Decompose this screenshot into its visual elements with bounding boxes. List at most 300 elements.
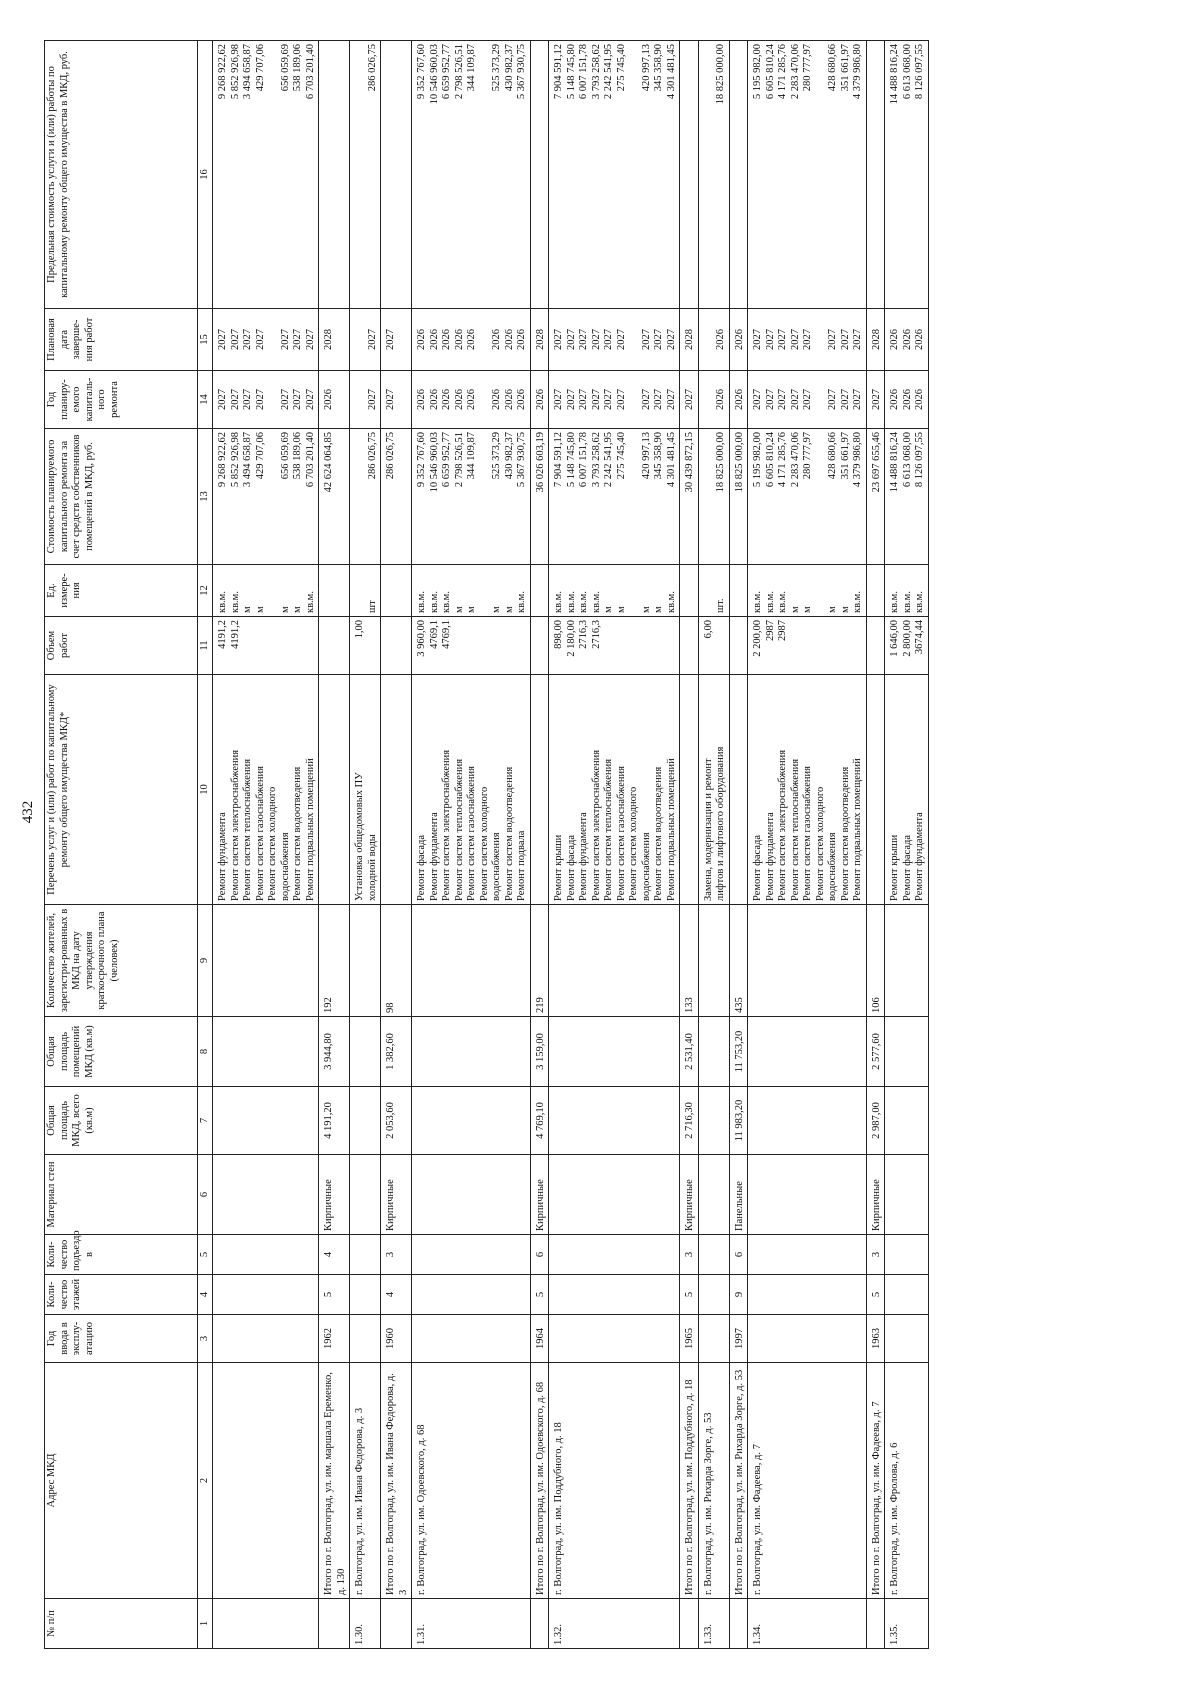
table-row <box>549 41 680 1649</box>
completion-date: 2027 <box>217 329 228 350</box>
column-header-1: № п/п <box>45 1599 198 1649</box>
completion-date: 2028 <box>323 329 334 350</box>
year-built: 1965 <box>684 1328 695 1349</box>
year-built: 1964 <box>534 1328 546 1349</box>
work-unit <box>323 568 336 613</box>
completion-date-cell <box>213 309 319 371</box>
repair-year-cell <box>748 371 867 429</box>
cost-limit: 428 680,66 <box>827 44 838 92</box>
work-item-line: Ремонт фундамента <box>764 812 776 901</box>
work-volume-cell <box>549 617 680 675</box>
work-item-line: Ремонт фасада <box>752 834 763 901</box>
address: г. Волгоград, ул. им. Ивана Федорова, д. 3 <box>354 1407 365 1595</box>
work-volume: 2 800,00 <box>901 620 913 657</box>
wall-material-cell <box>412 1155 531 1235</box>
total-area-cell <box>698 1087 729 1155</box>
work-volume-cell <box>213 617 319 675</box>
work-unit-cell <box>698 565 729 617</box>
work-unit <box>871 568 884 613</box>
cost-limit: 275 745,40 <box>615 44 627 92</box>
row-number-cell <box>866 1599 885 1649</box>
total-area-cell <box>530 1087 549 1155</box>
year-built-cell <box>698 1315 729 1363</box>
year-built: 1997 <box>733 1328 745 1349</box>
repair-year: 2027 <box>217 389 228 410</box>
wall-material: Кирпичные <box>534 1179 546 1231</box>
wall-material-cell <box>729 1155 748 1235</box>
completion-date: 2027 <box>665 329 677 350</box>
year-built: 1960 <box>385 1328 396 1349</box>
work-item-line <box>535 678 548 901</box>
work-item-line: Ремонт систем теплоснабжения <box>789 758 801 901</box>
address-cell <box>680 1363 699 1599</box>
work-item-line: Ремонт фундамента <box>217 812 228 901</box>
premises-area-cell <box>412 1017 531 1087</box>
work-unit: м <box>615 606 627 613</box>
premises-area: 3 159,00 <box>534 1033 546 1070</box>
work-volume-spacer <box>367 620 380 671</box>
work-volume <box>734 620 747 671</box>
work-volume <box>653 620 666 671</box>
column-number-13: 13 <box>198 429 213 565</box>
table-body <box>213 41 929 1649</box>
work-volume-cell <box>885 617 929 675</box>
planned-cost: 30 439 872,15 <box>684 432 695 493</box>
planned-cost-cell <box>866 429 885 565</box>
cost-limit: 286 026,75 <box>366 44 378 92</box>
completion-date: 2026 <box>466 329 477 350</box>
column-number-11: 11 <box>198 617 213 675</box>
total-area: 4 769,10 <box>534 1102 546 1139</box>
column-number-14: 14 <box>198 371 213 429</box>
planned-cost: 4 171 285,76 <box>777 432 788 488</box>
work-unit: кв.м. <box>516 591 527 613</box>
column-number-15: 15 <box>198 309 213 371</box>
planned-cost: 6 659 952,77 <box>441 432 452 488</box>
column-number-9: 9 <box>198 905 213 1017</box>
planned-cost-cell <box>549 429 680 565</box>
address: г. Волгоград, ул. им. Поддубного, д. 18 <box>553 1422 564 1595</box>
address-cell <box>350 1363 381 1599</box>
year-built: 1962 <box>323 1328 334 1349</box>
work-volume: 4191,2 <box>229 620 241 649</box>
completion-date-cell <box>866 309 885 371</box>
repair-year: 2026 <box>516 389 527 410</box>
table-row <box>748 41 867 1649</box>
completion-date: 2027 <box>590 329 602 350</box>
work-volume: 1,00 <box>354 620 365 639</box>
planned-cost: 351 661,97 <box>839 432 851 480</box>
work-volume: 6,00 <box>702 620 714 639</box>
completion-date: 2028 <box>534 329 546 350</box>
work-volume: 2 200,00 <box>752 620 763 657</box>
column-number-8: 8 <box>198 1017 213 1087</box>
work-item-line: Ремонт фундамента <box>578 812 589 901</box>
premises-area-cell <box>350 1017 381 1087</box>
work-unit: м <box>491 606 502 613</box>
row-number-cell <box>381 1599 412 1649</box>
cost-limit <box>323 44 336 305</box>
total-area-cell <box>748 1087 867 1155</box>
repair-year: 2027 <box>578 389 589 410</box>
repair-year: 2026 <box>441 389 452 410</box>
work-volume: 2987 <box>764 620 776 641</box>
work-unit: кв.м. <box>665 591 677 613</box>
work-volume <box>267 620 280 671</box>
address-cell <box>381 1363 412 1599</box>
floors: 4 <box>385 1291 396 1298</box>
planned-cost: 430 982,37 <box>503 432 515 480</box>
premises-area-cell <box>319 1017 350 1087</box>
work-unit-cell <box>381 565 412 617</box>
page-number: 432 <box>20 800 36 824</box>
work-item-line: Ремонт фундамента <box>428 812 440 901</box>
row-number: 1.34. <box>752 1624 763 1645</box>
wall-material-cell <box>381 1155 412 1235</box>
completion-date-spacer <box>354 312 367 367</box>
total-area-cell <box>213 1087 319 1155</box>
work-volume <box>840 620 853 671</box>
column-header-7: Общая площадь МКД, всего (кв.м) <box>45 1087 198 1155</box>
repair-year: 2027 <box>653 389 664 410</box>
row-number-cell <box>729 1599 748 1649</box>
planned-cost: 4 379 986,80 <box>852 432 863 488</box>
address: Итого по г. Волгоград, ул. им. маршала Еременко, д. 130 <box>323 1372 347 1595</box>
residents-cell <box>866 905 885 1017</box>
completion-date: 2027 <box>366 329 378 350</box>
work-unit-cell <box>549 565 680 617</box>
planned-cost-cell <box>729 429 748 565</box>
work-item-line: Ремонт фундамента <box>914 812 925 901</box>
floors-cell <box>680 1275 699 1315</box>
work-volume: 2716,3 <box>590 620 602 649</box>
planned-cost: 6 605 810,24 <box>764 432 776 488</box>
work-volume <box>871 620 884 671</box>
column-header-5: Коли-чество подъездо в <box>45 1235 198 1275</box>
planned-cost-spacer <box>354 432 367 561</box>
planned-cost: 344 109,87 <box>466 432 477 480</box>
work-volume-spacer <box>641 620 654 671</box>
planned-cost-cell <box>350 429 381 565</box>
work-unit-cell <box>213 565 319 617</box>
work-volume <box>479 620 492 671</box>
column-header-13: Стоимость планируемого капитального ремонта за счет средств собственников помещений в МКД, руб. <box>45 429 198 565</box>
work-unit: кв.м. <box>901 591 913 613</box>
total-area: 2 716,30 <box>684 1102 695 1139</box>
completion-date: 2027 <box>242 329 253 350</box>
premises-area-cell <box>698 1017 729 1087</box>
completion-date: 2027 <box>565 329 577 350</box>
residents-cell <box>530 905 549 1017</box>
repair-year: 2026 <box>889 389 900 410</box>
residents: 133 <box>684 997 695 1013</box>
cost-limit: 6 659 952,77 <box>441 44 452 100</box>
work-volume <box>504 620 517 671</box>
cost-limit-cell <box>885 41 929 309</box>
work-item-line: Ремонт крыши <box>553 834 564 901</box>
wall-material: Кирпичные <box>684 1179 695 1231</box>
planned-cost-cell <box>680 429 699 565</box>
cost-limit: 525 373,29 <box>491 44 502 92</box>
cost-limit: 3 793 258,62 <box>590 44 602 100</box>
work-volume-cell <box>319 617 350 675</box>
wall-material-cell <box>680 1155 699 1235</box>
planned-cost: 6 007 151,78 <box>578 432 589 488</box>
completion-date: 2026 <box>889 329 900 350</box>
work-volume <box>684 620 697 671</box>
premises-area-cell <box>680 1017 699 1087</box>
row-number: 1.30. <box>354 1624 365 1645</box>
cost-limit-cell <box>412 41 531 309</box>
completion-date: 2027 <box>292 329 303 350</box>
work-volume-cell <box>748 617 867 675</box>
repair-year: 2027 <box>752 389 763 410</box>
table-row <box>412 41 531 1649</box>
work-unit-cell <box>729 565 748 617</box>
floors: 5 <box>684 1291 695 1298</box>
cost-limit: 420 997,13 <box>640 44 652 92</box>
repair-year: 2027 <box>764 389 776 410</box>
premises-area: 2 577,60 <box>870 1033 882 1070</box>
cost-limit: 656 059,69 <box>279 44 291 92</box>
column-header-10: Перечень услуг и (или) работ по капитальному ремонту общего имущества МКД* <box>45 675 198 905</box>
floors-cell <box>866 1275 885 1315</box>
work-item-line: Ремонт подвальных помещений <box>665 758 677 901</box>
repair-year-cell <box>319 371 350 429</box>
work-unit: кв.м. <box>565 591 577 613</box>
work-unit: м <box>802 606 813 613</box>
repair-year-cell <box>530 371 549 429</box>
completion-date: 2026 <box>715 329 726 350</box>
completion-date: 2028 <box>684 329 695 350</box>
repair-year: 2026 <box>416 389 427 410</box>
residents: 219 <box>534 997 546 1013</box>
cost-limit <box>734 44 747 305</box>
work-volume <box>255 620 268 671</box>
cost-limit: 429 707,06 <box>254 44 266 92</box>
work-unit: м <box>839 606 851 613</box>
cost-limit: 6 007 151,78 <box>578 44 589 100</box>
residents-cell <box>680 905 699 1017</box>
repair-year-cell <box>729 371 748 429</box>
work-item-line: Ремонт систем холодного <box>628 786 639 901</box>
year-built-cell <box>350 1315 381 1363</box>
address: Итого по г. Волгоград, ул. им. Фадеева, д. 7 <box>870 1401 882 1595</box>
work-unit: кв.м. <box>764 591 776 613</box>
completion-date: 2027 <box>852 329 863 350</box>
work-volume <box>603 620 616 671</box>
column-header-16: Предельная стоимость услуги и (или) работы по капитальному ремонту общего имущества в МКД, руб. <box>45 41 198 309</box>
total-area-cell <box>885 1087 929 1155</box>
planned-cost: 2 242 541,95 <box>603 432 614 488</box>
premises-area: 2 531,40 <box>684 1033 695 1070</box>
residents-cell <box>885 905 929 1017</box>
completion-date: 2026 <box>914 329 925 350</box>
work-unit: кв.м. <box>889 591 900 613</box>
repair-year: 2027 <box>615 389 627 410</box>
work-volume: 1 646,00 <box>889 620 900 657</box>
residents-cell <box>412 905 531 1017</box>
wall-material: Кирпичные <box>385 1179 396 1231</box>
cost-limit: 344 109,87 <box>466 44 477 92</box>
cost-limit: 280 777,97 <box>802 44 813 92</box>
planned-cost-spacer <box>628 432 641 561</box>
premises-area: 11 753,20 <box>733 1030 745 1073</box>
row-number-cell <box>319 1599 350 1649</box>
year-built-cell <box>680 1315 699 1363</box>
completion-date-spacer <box>628 312 641 367</box>
premises-area-cell <box>885 1017 929 1087</box>
completion-date-cell <box>350 309 381 371</box>
capital-repair-table <box>44 40 929 1649</box>
completion-date: 2027 <box>839 329 851 350</box>
planned-cost: 5 852 926,98 <box>229 432 241 488</box>
planned-cost: 345 358,90 <box>653 432 664 480</box>
work-unit-spacer <box>479 568 492 613</box>
planned-cost: 6 703 201,40 <box>304 432 316 488</box>
column-header-14: Год планиру-емого капиталь-ного ремонта <box>45 371 198 429</box>
cost-limit: 5 852 926,98 <box>229 44 241 100</box>
work-volume: 898,00 <box>553 620 564 649</box>
completion-date: 2026 <box>453 329 465 350</box>
total-area-cell <box>866 1087 885 1155</box>
repair-year: 2026 <box>733 389 745 410</box>
work-item-line: водоснабжения <box>640 832 652 901</box>
completion-date: 2027 <box>304 329 316 350</box>
planned-cost: 2 283 470,06 <box>789 432 801 488</box>
repair-year: 2026 <box>453 389 465 410</box>
cost-limit: 430 982,37 <box>503 44 515 92</box>
total-area-cell <box>319 1087 350 1155</box>
work-item-line: лифтов и лифтового оборудования <box>715 746 726 901</box>
repair-year: 2027 <box>870 389 882 410</box>
work-unit: кв.м. <box>777 591 788 613</box>
repair-year: 2026 <box>323 389 334 410</box>
work-unit-spacer <box>267 568 280 613</box>
wall-material-cell <box>885 1155 929 1235</box>
repair-year-cell <box>698 371 729 429</box>
cost-limit: 5 195 982,00 <box>752 44 763 100</box>
total-area-cell <box>381 1087 412 1155</box>
floors-cell <box>381 1275 412 1315</box>
work-volume <box>466 620 479 671</box>
work-volume: 3 960,00 <box>416 620 427 657</box>
total-area-cell <box>549 1087 680 1155</box>
planned-cost: 14 488 816,24 <box>889 432 900 493</box>
work-unit: м <box>603 606 614 613</box>
planned-cost-cell <box>698 429 729 565</box>
repair-year-spacer <box>267 374 280 425</box>
work-volume <box>616 620 629 671</box>
row-number-cell <box>698 1599 729 1649</box>
table-row <box>350 41 381 1649</box>
work-unit: м <box>279 606 291 613</box>
table-row <box>680 41 699 1649</box>
work-item-line: Ремонт систем водоотведения <box>503 766 515 901</box>
cost-limit-cell <box>319 41 350 309</box>
work-volume <box>242 620 255 671</box>
address: Итого по г. Волгоград, ул. им. Одоевского, д. 68 <box>534 1381 546 1595</box>
work-unit: кв.м. <box>914 591 925 613</box>
repair-year-spacer <box>815 374 828 425</box>
work-item-line: Ремонт систем теплоснабжения <box>603 758 614 901</box>
work-item-line: холодной воды <box>366 834 378 901</box>
planned-cost: 5 195 982,00 <box>752 432 763 488</box>
cost-limit: 4 301 481,45 <box>665 44 677 100</box>
address: Итого по г. Волгоград, ул. им. Рихарда Зорге, д. 53 <box>733 1369 745 1595</box>
work-unit: кв.м. <box>217 591 228 613</box>
completion-date: 2028 <box>870 329 882 350</box>
entrances-cell <box>549 1235 680 1275</box>
address-cell <box>213 1363 319 1599</box>
column-header-9: Количество жителей, зарегистри-рованных в МКД на дату утверждения краткосрочного плана (человек) <box>45 905 198 1017</box>
completion-date-cell <box>381 309 412 371</box>
repair-year: 2027 <box>229 389 241 410</box>
wall-material: Кирпичные <box>323 1179 334 1231</box>
cost-limit: 7 904 591,12 <box>553 44 564 100</box>
entrances-cell <box>350 1235 381 1275</box>
planned-cost: 3 793 258,62 <box>590 432 602 488</box>
work-unit: кв.м. <box>590 591 602 613</box>
cost-limit: 345 358,90 <box>653 44 664 92</box>
work-unit-cell <box>885 565 929 617</box>
work-unit-spacer <box>703 568 716 613</box>
work-unit: м <box>789 606 801 613</box>
repair-year: 2027 <box>789 389 801 410</box>
planned-cost-spacer <box>267 432 280 561</box>
repair-year: 2026 <box>715 389 726 410</box>
completion-date: 2026 <box>416 329 427 350</box>
repair-year: 2027 <box>553 389 564 410</box>
column-header-15: Плановая дата заверше-ния работ <box>45 309 198 371</box>
total-area-cell <box>350 1087 381 1155</box>
address-cell <box>530 1363 549 1599</box>
repair-year: 2026 <box>534 389 546 410</box>
work-unit <box>734 568 747 613</box>
work-unit: кв.м. <box>428 591 440 613</box>
work-unit: м <box>292 606 303 613</box>
work-unit: кв.м. <box>752 591 763 613</box>
work-unit: м <box>640 606 652 613</box>
cost-limit-cell <box>866 41 885 309</box>
planned-cost-cell <box>319 429 350 565</box>
cost-limit-cell <box>549 41 680 309</box>
repair-year: 2027 <box>254 389 266 410</box>
repair-year: 2026 <box>491 389 502 410</box>
total-area: 2 053,60 <box>385 1102 396 1139</box>
work-item-line: Ремонт систем газоснабжения <box>466 766 477 901</box>
work-item-line <box>684 678 697 901</box>
work-item-line: Ремонт систем водоотведения <box>292 766 303 901</box>
cost-limit <box>535 44 548 305</box>
work-volume: 4769,1 <box>441 620 452 649</box>
work-unit-cell <box>680 565 699 617</box>
works-list-cell <box>885 675 929 905</box>
work-item-line: Ремонт систем холодного <box>478 786 490 901</box>
work-unit-cell <box>530 565 549 617</box>
completion-date-cell <box>530 309 549 371</box>
address: г. Волгоград, ул. им. Фролова, д. 6 <box>889 1442 900 1595</box>
address-cell <box>729 1363 748 1599</box>
year-built-cell <box>381 1315 412 1363</box>
address-cell <box>412 1363 531 1599</box>
completion-date-spacer <box>479 312 492 367</box>
wall-material: Панельные <box>733 1181 745 1231</box>
completion-date: 2026 <box>733 329 745 350</box>
work-volume: 4191,2 <box>217 620 228 649</box>
floors: 5 <box>323 1291 334 1298</box>
column-number-4: 4 <box>198 1275 213 1315</box>
